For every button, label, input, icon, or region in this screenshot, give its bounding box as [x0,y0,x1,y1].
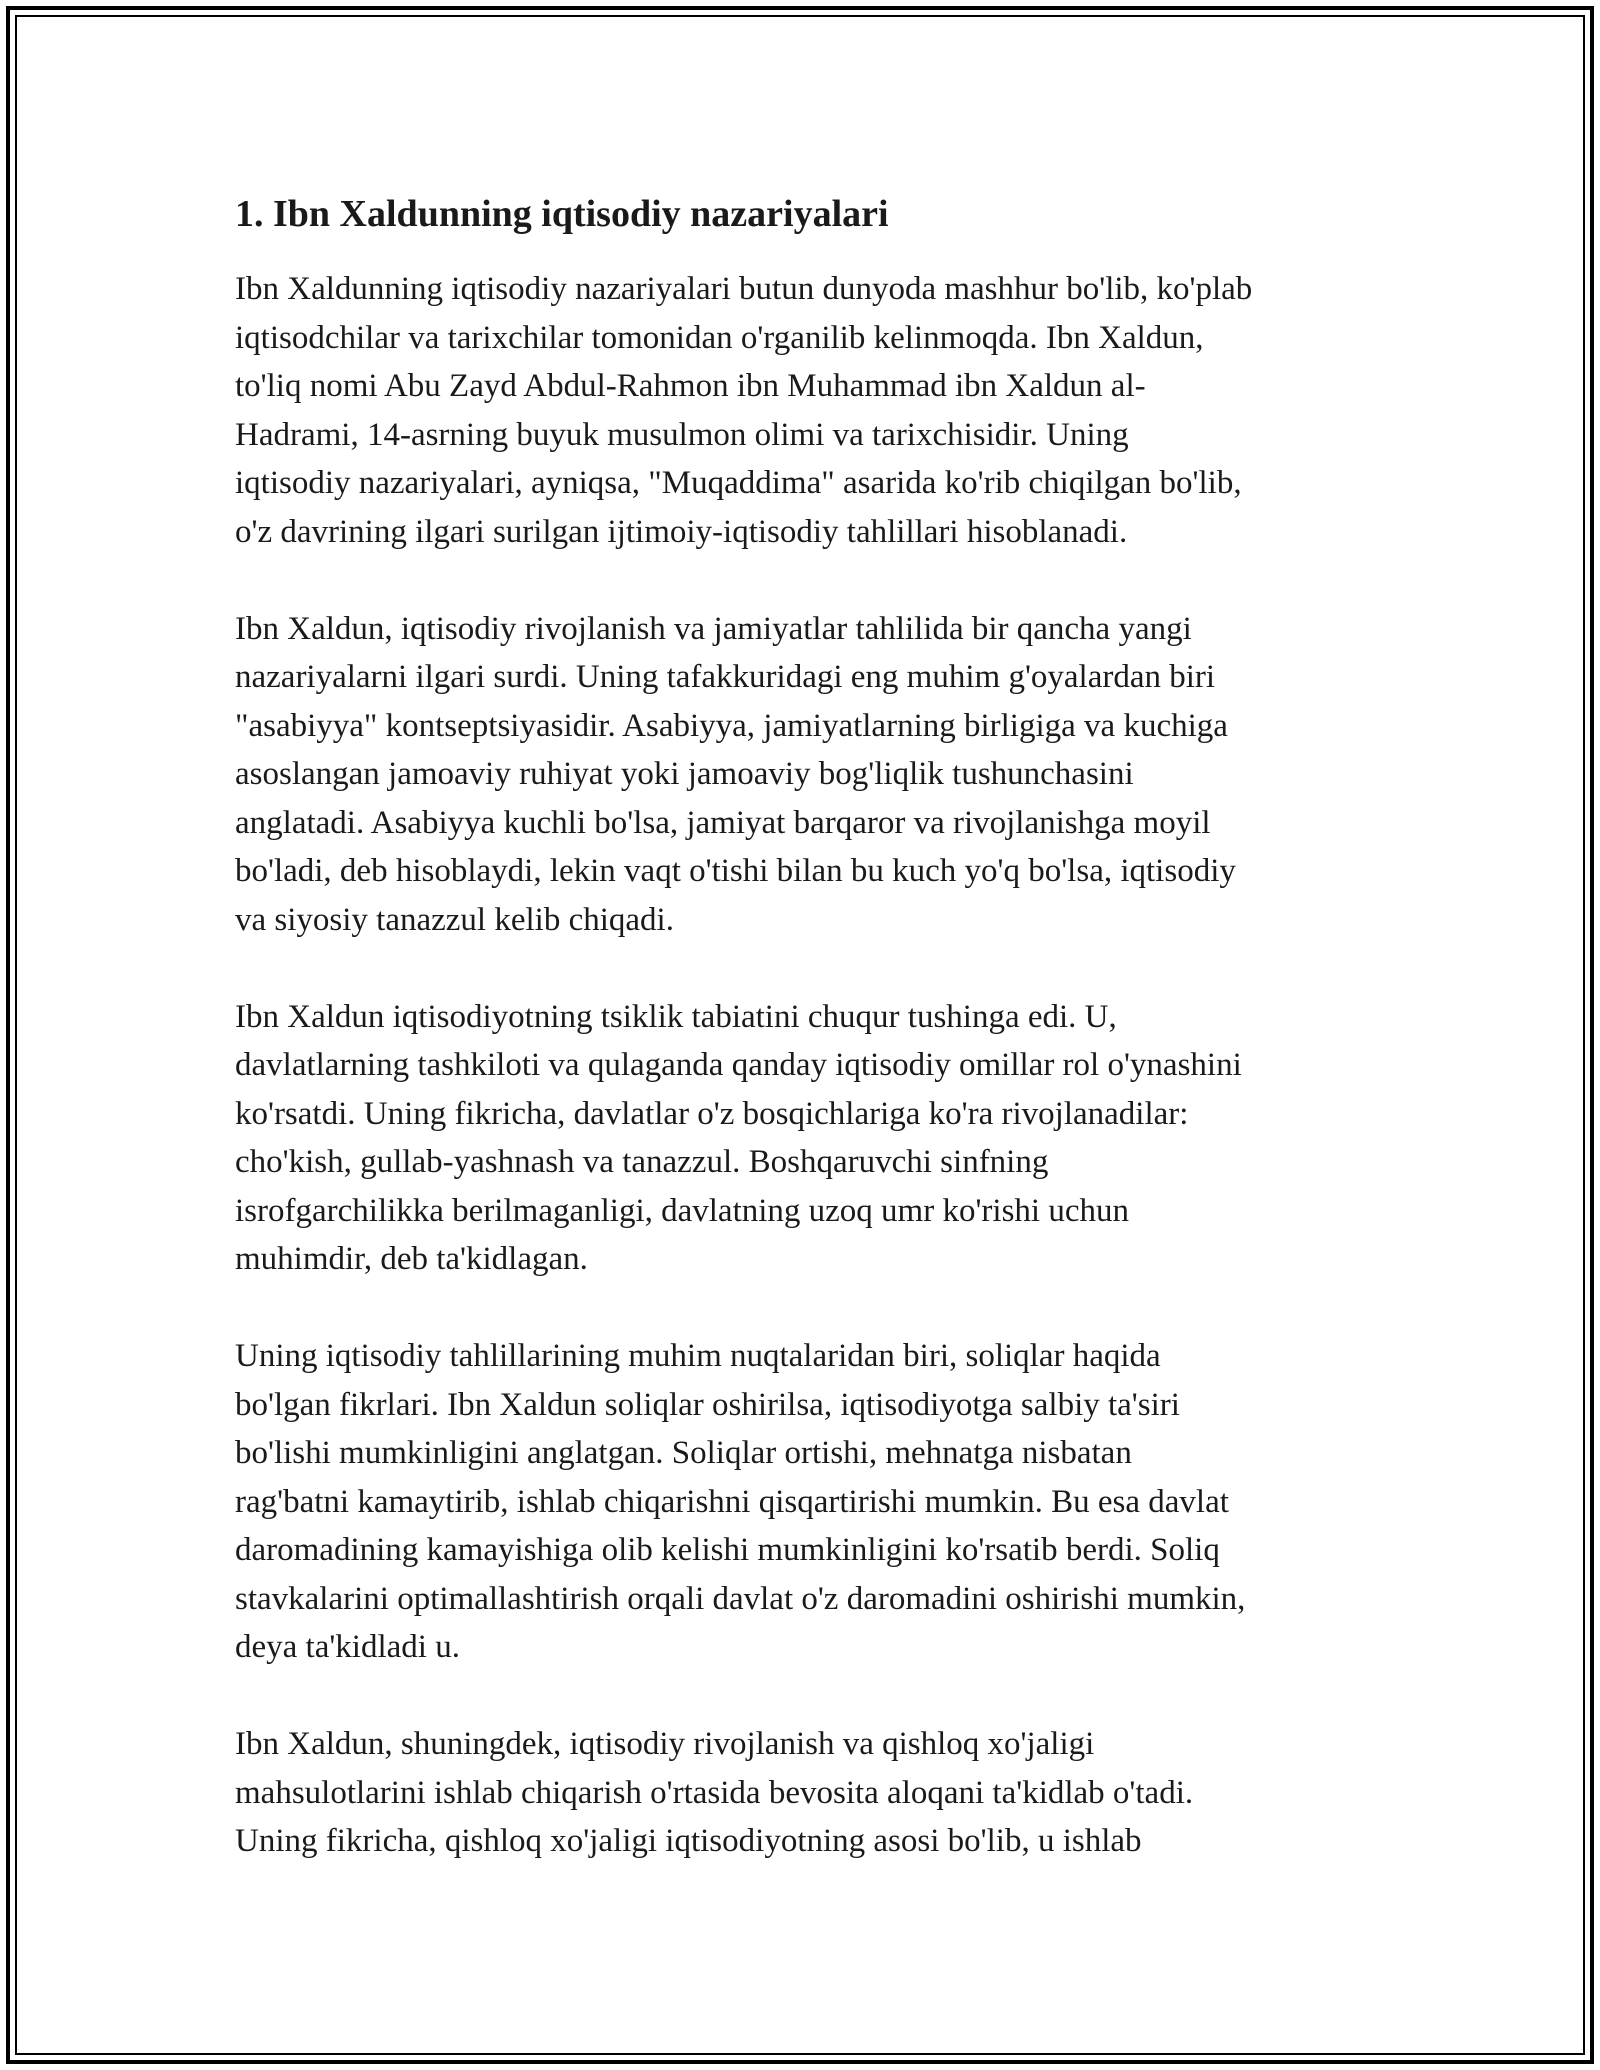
text-line: muhimdir, deb ta'kidlagan. [235,1241,588,1277]
text-line: anglatadi. Asabiyya kuchli bo'lsa, jamiyat barqaror va rivojlanishga moyil [235,804,1211,841]
text-line: ko'rsatdi. Uning fikricha, davlatlar o'z bosqichlariga ko'ra rivojlanadilar: [235,1095,1189,1132]
text-line: "asabiyya" kontseptsiyasidir. Asabiyya, jamiyatlarning birligiga va kuchiga [235,707,1228,744]
text-line: Ibn Xaldun iqtisodiyotning tsiklik tabiatini chuqur tushinga edi. U, [235,998,1117,1035]
text-line: bo'ladi, deb hisoblaydi, lekin vaqt o'tishi bilan bu kuch yo'q bo'lsa, iqtisodiy [235,853,1236,889]
text-line: nazariyalarni ilgari surdi. Uning tafakkuridagi eng muhim g'oyalardan biri [235,659,1216,695]
paragraph-3 [235,993,1375,1284]
paragraph-1 [235,265,1375,556]
text-line: isrofgarchilikka berilmaganligi, davlatning uzoq umr ko'rishi uchun [235,1192,1129,1229]
text-line: iqtisodiy nazariyalari, ayniqsa, "Muqaddima" asarida ko'rib chiqilgan bo'lib, [235,465,1242,501]
text-line: iqtisodchilar va tarixchilar tomonidan o'rganilib kelinmoqda. Ibn Xaldun, [235,319,1204,356]
text-line: deya ta'kidladi u. [235,1629,460,1665]
text-line: cho'kish, gullab-yashnash va tanazzul. Boshqaruvchi sinfning [235,1144,1049,1180]
text-line: mahsulotlarini ishlab chiqarish o'rtasida bevosita aloqani ta'kidlab o'tadi. [235,1774,1194,1811]
text-line: va siyosiy tanazzul kelib chiqadi. [235,901,674,938]
text-line: bo'lishi mumkinligini anglatgan. Soliqlar ortishi, mehnatga nisbatan [235,1435,1132,1471]
text-line: to'liq nomi Abu Zayd Abdul-Rahmon ibn Muhammad ibn Xaldun al- [235,368,1146,404]
paragraph-5 [235,1720,1375,1866]
text-line: Hadrami, 14-asrning buyuk musulmon olimi va tarixchisidir. Uning [235,416,1129,453]
text-line: stavkalarini optimallashtirish orqali davlat o'z daromadini oshirishi mumkin, [235,1580,1246,1617]
text-line: Ibn Xaldun, iqtisodiy rivojlanish va jamiyatlar tahlilida bir qancha yangi [235,610,1192,647]
text-line: Uning fikricha, qishloq xo'jaligi iqtisodiyotning asosi bo'lib, u ishlab [235,1823,1142,1859]
paragraph-2 [235,605,1375,945]
text-line: bo'lgan fikrlari. Ibn Xaldun soliqlar oshirilsa, iqtisodiyotga salbiy ta'siri [235,1386,1180,1423]
document-body [235,185,1375,1914]
text-line: o'z davrining ilgari surilgan ijtimoiy-iqtisodiy tahlillari hisoblanadi. [235,513,1128,550]
text-line: daromadining kamayishiga olib kelishi mumkinligini ko'rsatib berdi. Soliq [235,1532,1220,1568]
text-line: Ibn Xaldun, shuningdek, iqtisodiy rivojlanish va qishloq xo'jaligi [235,1726,1095,1762]
paragraph-4 [235,1332,1375,1672]
text-line: davlatlarning tashkiloti va qulaganda qanday iqtisodiy omillar rol o'ynashini [235,1047,1242,1083]
text-line: asoslangan jamoaviy ruhiyat yoki jamoaviy bog'liqlik tushunchasini [235,756,1134,792]
text-line: Ibn Xaldunning iqtisodiy nazariyalari butun dunyoda mashhur bo'lib, ko'plab [235,271,1253,307]
text-line: Uning iqtisodiy tahlillarining muhim nuqtalaridan biri, soliqlar haqida [235,1338,1161,1374]
section-heading: 1. Ibn Xaldunning iqtisodiy nazariyalari [235,193,889,235]
text-line: rag'batni kamaytirib, ishlab chiqarishni qisqartirishi mumkin. Bu esa davlat [235,1483,1229,1520]
